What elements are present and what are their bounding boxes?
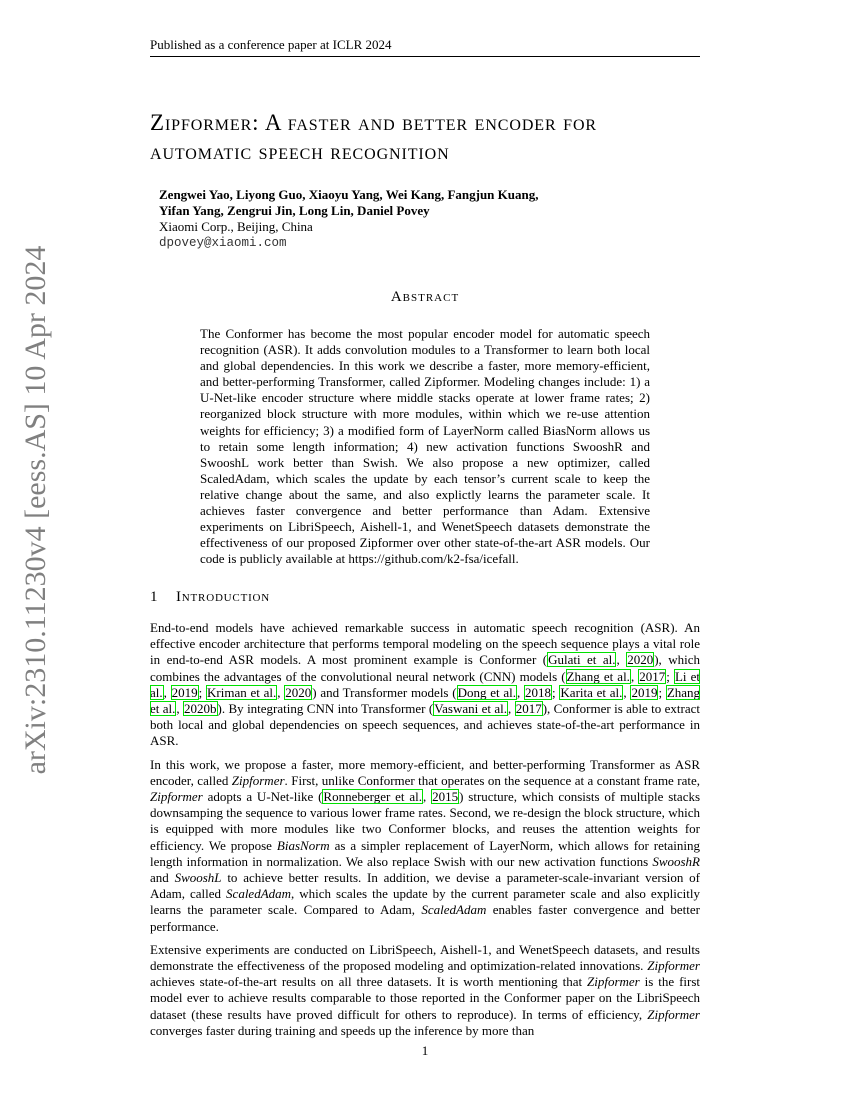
citation-link[interactable]: Li et al. [150,668,701,700]
text-run: . First, unlike Conformer that operates on the sequence at a constant frame rate, [284,772,701,788]
citation-link[interactable]: Zhang et al. [150,684,701,717]
emphasis: SwooshR [652,853,700,869]
citation-link[interactable]: Dong et al. [457,684,517,700]
text-run: ), which combines the advantages of the convolutional neural network (CNN) models ( [150,652,700,684]
text-run: is the first model ever to achieve results comparable to those reported in the Conformer paper on the LibriSpeech dataset (these results have proved difficult for others to reproduce). In terms of efficiency, [150,974,701,1022]
text-run: , [277,684,285,700]
text-run: adopts a U-Net-like ( [202,789,323,805]
text-run: , which scales the update by the current parameter scale and also explicitly learns the parameter scale. Compared to Adam, [150,886,700,918]
citation-link[interactable]: 2020b [184,701,217,717]
citation-link[interactable]: 2020 [627,652,654,668]
text-run: ) structure, which consists of multiple stacks downsamping the sequence to various lower frame rates. Second, we re-design the block structure, which is equipped with more modules like two Conformer blocks, and reuses the attention weights for efficiency. We propose [150,789,701,853]
introduction-body [150,620,700,1046]
text-run: ; [658,684,666,700]
paragraph-3 [150,942,700,1039]
conference-header: Published as a conference paper at ICLR 2024 [150,37,700,57]
citation-link[interactable]: Ronneberger et al. [323,789,423,805]
title-line-1: Zipformer: A faster and better encoder for [150,110,597,135]
citation-link[interactable]: 2017 [639,668,666,684]
text-run: , [163,684,171,700]
citation-link[interactable]: Kriman et al. [207,684,277,700]
citation-link[interactable]: 2015 [432,789,459,805]
text-run: ) and Transformer models ( [312,684,457,700]
text-run: to achieve better results. In addition, we devise a parameter-scale-invariant version of Adam, called [150,870,700,902]
page-number: 1 [421,1043,429,1058]
emphasis: Zipformer [587,974,640,990]
arxiv-identifier: arXiv:2310.11230v4 [eess.AS] 10 Apr 2024 [19,245,52,775]
emphasis: Zipformer [647,958,700,974]
citation-link[interactable]: Vaswani et al. [434,701,508,717]
citation-link[interactable]: Zhang et al. [566,668,630,684]
emphasis: ScaledAdam [421,902,487,918]
emphasis: Zipformer [150,789,203,805]
emphasis: Zipformer [647,1006,700,1022]
text-run: , [176,701,184,717]
text-run: and [150,870,175,886]
paragraph-1 [150,620,700,750]
section-heading-introduction [150,589,270,606]
section-title: Introduction [176,589,271,605]
citation-link[interactable]: 2017 [515,701,542,717]
citation-link[interactable]: 2019 [631,684,658,700]
citation-link[interactable]: 2019 [171,684,198,700]
text-run: ; [198,684,207,700]
title-line-2: automatic speech recognition [150,139,450,164]
citation-link[interactable]: 2020 [285,684,312,700]
emphasis: ScaledAdam [226,886,292,902]
text-run: ; [666,668,674,684]
text-run: as a simpler replacement of LayerNorm, which allows for retaining length information in normalization. We also replace Swish with our new activation functions [150,837,700,869]
text-run: , [508,701,515,717]
citation-link[interactable]: 2018 [525,684,552,700]
text-run: , [517,684,525,700]
text-run: End-to-end models have achieved remarkable success in automatic speech recognition (ASR). An effective encoder architecture that performs temporal modeling on the speech sequence plays a vital role in end-to-end ASR models. A most prominent example is Conformer ( [150,620,700,668]
emphasis: SwooshL [174,870,222,886]
text-run: In this work, we propose a faster, more memory-efficient, and better-performing Transformer as ASR encoder, called [150,756,700,788]
text-run: , [623,684,631,700]
affiliation: Xiaomi Corp., Beijing, China [159,219,313,234]
author-block [159,187,679,251]
text-run: enables faster convergence and better performance. [150,902,700,934]
paper-title [150,108,702,166]
text-run: , [616,652,627,668]
text-run: achieves state-of-the-art results on all three datasets. It is worth mentioning that [150,974,588,990]
abstract-text: The Conformer has become the most popular encoder model for automatic speech recognition (ASR). It adds convolution modules to a Transformer to learn both local and global dependencies. In this work we describe a faster, more memory-efficient, and better-performing Transformer, called Zipformer. Modeling changes include: 1) a U-Net-like encoder structure where middle stacks operate at lower frame rates; 2) reorganized block structure with more modules, within which we re-use attention weights for efficiency; 3) a modified form of LayerNorm called BiasNorm allows us to retain some length information; 4) new activation functions SwooshR and SwooshL work better than Swish. We also propose a new optimizer, called ScaledAdam, which scales the update by each tensor’s current scale to keep the relative change about the same, and also explictly learns the parameter scale. It achieves faster convergence and better performance than Adam. Extensive experiments on LibriSpeech, Aishell-1, and WenetSpeech datasets demonstrate the effectiveness of our proposed Zipformer over other state-of-the-art ASR models. Our code is publicly available at https://github.com/k2-fsa/icefall. [200,326,650,567]
citation-link[interactable]: Karita et al. [560,684,623,700]
author-names-line-1: Zengwei Yao, Liyong Guo, Xiaoyu Yang, Wei Kang, Fangjun Kuang, [159,187,539,202]
author-email[interactable]: dpovey@xiaomi.com [159,236,287,250]
text-run: ), Conformer is able to extract both local and global dependencies on speech sequences, and achieves state-of-the-art performance in ASR. [150,701,701,749]
emphasis: Zipformer [231,772,285,788]
text-run: , [423,789,432,805]
section-number: 1 [150,589,159,605]
text-run: converges faster during training and speeds up the inference by more than [150,1022,535,1038]
text-run: , [630,668,639,684]
text-run: ; [552,684,560,700]
abstract-heading: Abstract [390,289,460,305]
emphasis: BiasNorm [276,837,330,853]
text-run: Extensive experiments are conducted on LibriSpeech, Aishell-1, and WenetSpeech datasets, and results demonstrate the effectiveness of the proposed modeling and optimization-related innovations. [150,941,700,974]
citation-link[interactable]: Gulati et al. [548,652,616,668]
text-run: ). By integrating CNN into Transformer ( [217,701,434,717]
paragraph-2 [150,757,700,935]
author-names-line-2: Yifan Yang, Zengrui Jin, Long Lin, Daniel Povey [159,203,430,218]
